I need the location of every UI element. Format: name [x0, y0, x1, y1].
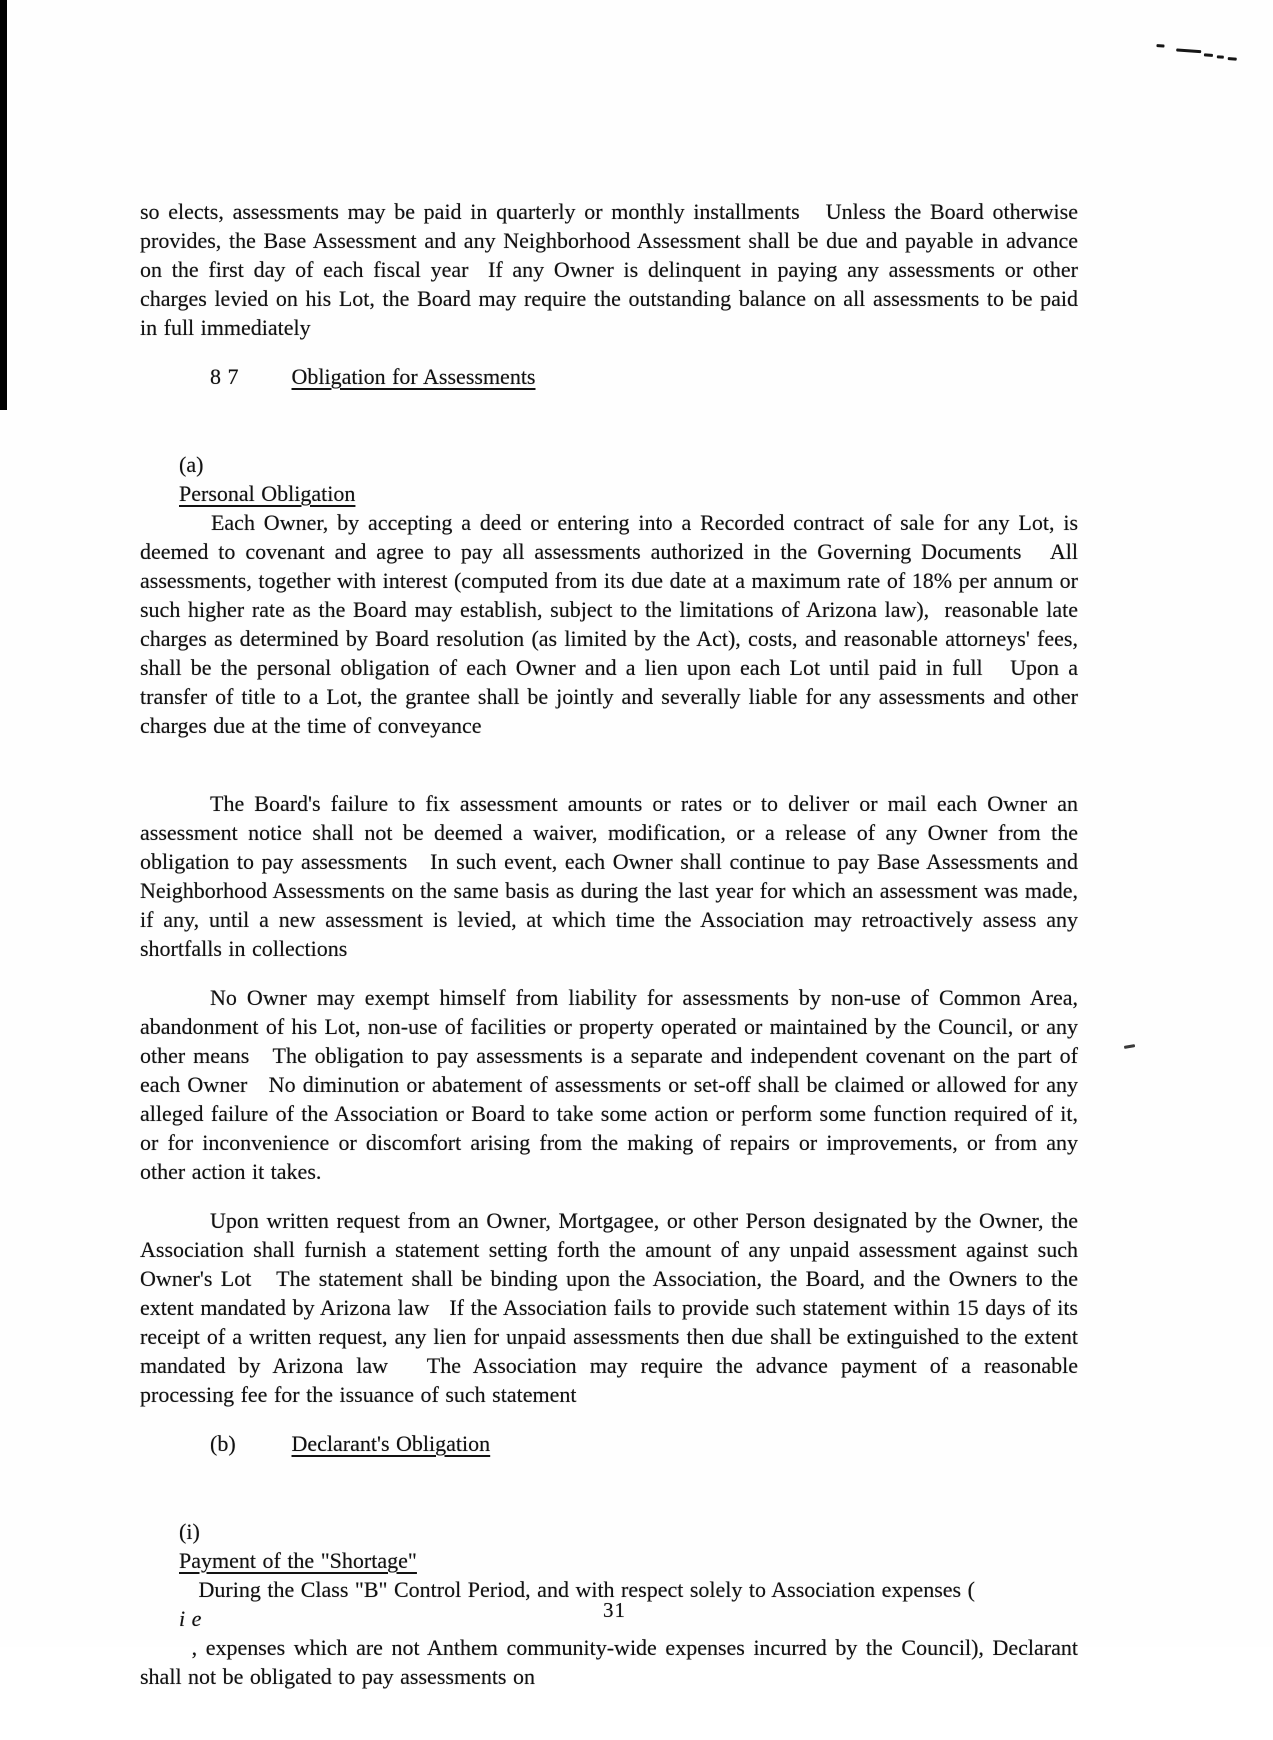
paragraph-board-failure: The Board's failure to fix assessment amounts or rates or to deliver or mail each Owner an assessment notice shall not be deemed a waiver, modification, or a release of any Owner from the obligation to pay assessments In such event, each Owner shall continue to pay Base Assessments and Neighborhood Assessments on the same basis as during the last year for which an assessment was made, if any, until a new assessment is levied, at which time the Association may retroactively assess any shortfalls in collections — [140, 791, 1085, 961]
section-title: Obligation for Assessments — [291, 364, 536, 389]
pencil-dash — [1156, 44, 1164, 48]
section-number: 8 7 — [210, 364, 239, 389]
paragraph-i-body-pre: During the Class "B" Control Period, and with respect solely to Association expenses ( — [179, 1577, 975, 1602]
page-number: 31 — [603, 1598, 626, 1622]
paragraph-no-exemption: No Owner may exempt himself from liability for assessments by non-use of Common Area, abandonment of his Lot, non-use of facilities or property operated or maintained by the Council, or any other means The obligation to pay assessments is a separate and independent covenant on the part of each Owner No diminution or abatement of assessments or set-off shall be claimed or allowed for any alleged failure of the Association or Board to take some action or perform some function required of it, or for inconvenience or discomfort arising from the making of repairs or improvements, or from any other action it takes. — [140, 985, 1085, 1184]
section-heading-b — [140, 1429, 1078, 1458]
paragraph-personal-obligation — [140, 421, 1085, 769]
stray-dash-mark — [1124, 1044, 1135, 1048]
pencil-mark — [1156, 43, 1243, 65]
paragraph-i-body-post: , expenses which are not Anthem community-wide expenses incurred by the Council), Declarant shall not be obligated to pay assessments on — [140, 1635, 1085, 1689]
paragraph-statement-request: Upon written request from an Owner, Mortgagee, or other Person designated by the Owner, the Association shall furnish a statement setting forth the amount of any unpaid assessment against such Owner's Lot The statement shall be binding upon the Association, the Board, and the Owners to the extent mandated by Arizona law If the Association fails to provide such statement within 15 days of its receipt of a written request, any lien for unpaid assessments then due shall be extinguished to the extent mandated by Arizona law The Association may require the advance payment of a reasonable processing fee for the issuance of such statement — [140, 1208, 1085, 1407]
scan-edge-artifact — [0, 0, 7, 410]
paragraph-a-title: Personal Obligation — [179, 481, 356, 506]
section-b-title: Declarant's Obligation — [291, 1431, 491, 1456]
paragraph-intro: so elects, assessments may be paid in quarterly or monthly installments Unless the Board otherwise provides, the Base Assessment and any Neighborhood Assessment shall be due and payable in advance on the first day of each fiscal year If any Owner is delinquent in paying any assessments or other charges levied on his Lot, the Board may require the outstanding balance on all assessments to be paid in full immediately — [140, 199, 1085, 340]
paragraph-i-label: (i) — [179, 1519, 200, 1544]
pencil-dash — [1217, 55, 1224, 58]
section-b-label: (b) — [210, 1431, 236, 1456]
paragraph-i-body-italic: i e — [179, 1606, 208, 1631]
document-text-block — [140, 197, 1085, 1740]
pencil-dash — [1204, 53, 1213, 57]
paragraph-a-label: (a) — [179, 452, 204, 477]
section-heading-8-7 — [140, 362, 1078, 391]
pencil-dash — [1228, 57, 1237, 61]
paragraph-i-title: Payment of the "Shortage" — [179, 1548, 417, 1573]
paragraph-a-body: Each Owner, by accepting a deed or entering into a Recorded contract of sale for any Lot, is deemed to covenant and agree to pay all assessments authorized in the Governing Documents All assessments, together with interest (computed from its due date at a maximum rate of 18% per annum or such higher rate as the Board may establish, subject to the limitations of Arizona law), reasonable late charges as determined by Board resolution (as limited by the Act), costs, and reasonable attorneys' fees, shall be the personal obligation of each Owner and a lien upon each Lot until paid in full Upon a transfer of title to a Lot, the grantee shall be jointly and severally liable for any assessments and other charges due at the time of conveyance — [140, 510, 1085, 738]
pencil-dash — [1176, 48, 1201, 53]
